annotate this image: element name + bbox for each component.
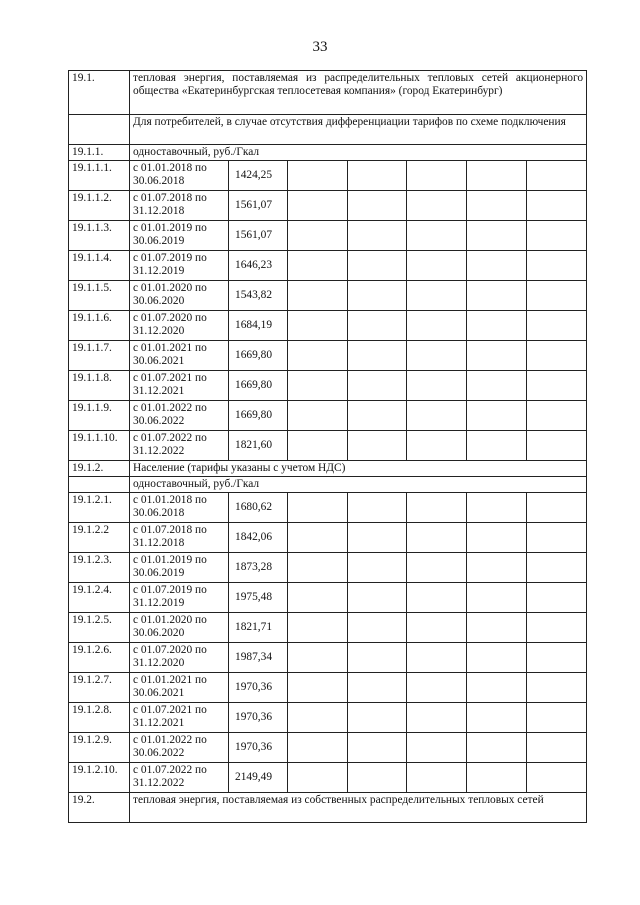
row-number: 19.1.2.6. [69, 643, 130, 673]
empty-cell [407, 643, 467, 673]
empty-cell [288, 281, 348, 311]
empty-cell [348, 673, 407, 703]
row-period: с 01.01.2021 по 30.06.2021 [130, 673, 229, 703]
empty-cell [407, 311, 467, 341]
row-number: 19.1.2.10. [69, 763, 130, 793]
empty-cell [348, 643, 407, 673]
section-row-19-2 [69, 793, 587, 823]
row-number: 19.1.2.3. [69, 553, 130, 583]
empty-cell [348, 401, 407, 431]
empty-cell [407, 583, 467, 613]
row-number: 19.1.1.4. [69, 251, 130, 281]
row-number: 19.1.2.7. [69, 673, 130, 703]
empty-cell [69, 477, 130, 493]
row-value: 1424,25 [229, 161, 288, 191]
tariff-table [68, 70, 587, 823]
empty-cell [348, 281, 407, 311]
empty-cell [348, 493, 407, 523]
empty-cell [348, 703, 407, 733]
row-value: 1873,28 [229, 553, 288, 583]
empty-cell [467, 431, 527, 461]
empty-cell [527, 221, 587, 251]
empty-cell [467, 583, 527, 613]
row-value: 1987,34 [229, 643, 288, 673]
row-value: 2149,49 [229, 763, 288, 793]
empty-cell [527, 733, 587, 763]
group-sublabel: одноставочный, руб./Гкал [130, 477, 587, 493]
group-number: 19.1.1. [69, 145, 130, 161]
empty-cell [407, 251, 467, 281]
row-period: с 01.01.2019 по 30.06.2019 [130, 221, 229, 251]
empty-cell [288, 431, 348, 461]
empty-cell [348, 523, 407, 553]
tariff-row [69, 401, 587, 431]
row-number: 19.1.2.8. [69, 703, 130, 733]
group-label: одноставочный, руб./Гкал [130, 145, 587, 161]
group-label: Население (тарифы указаны с учетом НДС) [130, 461, 587, 477]
empty-cell [288, 733, 348, 763]
row-value: 1684,19 [229, 311, 288, 341]
empty-cell [348, 553, 407, 583]
row-value: 1842,06 [229, 523, 288, 553]
row-number: 19.1.1.3. [69, 221, 130, 251]
row-number: 19.1.1.10. [69, 431, 130, 461]
row-number: 19.1.2.9. [69, 733, 130, 763]
empty-cell [467, 643, 527, 673]
tariff-row [69, 311, 587, 341]
tariff-row [69, 583, 587, 613]
section-row-19-1 [69, 71, 587, 115]
empty-cell [527, 341, 587, 371]
row-number: 19.1.2.1. [69, 493, 130, 523]
empty-cell [527, 553, 587, 583]
empty-cell [467, 401, 527, 431]
empty-cell [527, 161, 587, 191]
empty-cell [288, 703, 348, 733]
tariff-row [69, 371, 587, 401]
empty-cell [407, 733, 467, 763]
empty-cell [288, 401, 348, 431]
empty-cell [407, 281, 467, 311]
empty-cell [527, 703, 587, 733]
empty-cell [527, 371, 587, 401]
note-row [69, 115, 587, 145]
row-number: 19.1.1.6. [69, 311, 130, 341]
empty-cell [407, 763, 467, 793]
row-number: 19.1.1.9. [69, 401, 130, 431]
empty-cell [527, 583, 587, 613]
empty-cell [348, 251, 407, 281]
empty-cell [527, 643, 587, 673]
row-value: 1821,71 [229, 613, 288, 643]
row-value: 1970,36 [229, 673, 288, 703]
row-period: с 01.01.2018 по 30.06.2018 [130, 161, 229, 191]
page-number: 33 [312, 39, 328, 55]
tariff-row [69, 221, 587, 251]
empty-cell [467, 281, 527, 311]
empty-cell [467, 311, 527, 341]
empty-cell [467, 221, 527, 251]
row-number: 19.1.1.8. [69, 371, 130, 401]
section-number: 19.2. [69, 793, 130, 823]
row-value: 1543,82 [229, 281, 288, 311]
row-number: 19.1.1.2. [69, 191, 130, 221]
row-number: 19.1.2.4. [69, 583, 130, 613]
empty-cell [527, 613, 587, 643]
empty-cell [467, 161, 527, 191]
row-number: 19.1.2.5. [69, 613, 130, 643]
empty-cell [288, 583, 348, 613]
row-period: с 01.01.2022 по 30.06.2022 [130, 401, 229, 431]
row-period: с 01.07.2021 по 31.12.2021 [130, 371, 229, 401]
empty-cell [348, 161, 407, 191]
empty-cell [348, 613, 407, 643]
empty-cell [288, 763, 348, 793]
row-value: 1970,36 [229, 733, 288, 763]
section-title: тепловая энергия, поставляемая из собственных распределительных тепловых сетей [130, 793, 587, 823]
tariff-row [69, 613, 587, 643]
tariff-row [69, 161, 587, 191]
row-period: с 01.07.2020 по 31.12.2020 [130, 643, 229, 673]
empty-cell [348, 431, 407, 461]
empty-cell [348, 311, 407, 341]
empty-cell [407, 191, 467, 221]
empty-cell [527, 191, 587, 221]
tariff-row [69, 431, 587, 461]
empty-cell [467, 763, 527, 793]
tariff-row [69, 733, 587, 763]
tariff-row [69, 643, 587, 673]
empty-cell [288, 553, 348, 583]
empty-cell [467, 703, 527, 733]
row-period: с 01.07.2019 по 31.12.2019 [130, 583, 229, 613]
empty-cell [288, 613, 348, 643]
tariff-row [69, 493, 587, 523]
empty-cell [348, 191, 407, 221]
empty-cell [288, 341, 348, 371]
empty-cell [288, 221, 348, 251]
empty-cell [467, 733, 527, 763]
row-period: с 01.01.2020 по 30.06.2020 [130, 281, 229, 311]
empty-cell [288, 371, 348, 401]
row-period: с 01.07.2018 по 31.12.2018 [130, 523, 229, 553]
row-value: 1561,07 [229, 191, 288, 221]
row-value: 1970,36 [229, 703, 288, 733]
empty-cell [467, 673, 527, 703]
group-row-19-1-1 [69, 145, 587, 161]
empty-cell [288, 191, 348, 221]
row-period: с 01.01.2020 по 30.06.2020 [130, 613, 229, 643]
empty-cell [407, 673, 467, 703]
empty-cell [348, 763, 407, 793]
tariff-row [69, 523, 587, 553]
empty-cell [467, 553, 527, 583]
empty-cell [467, 191, 527, 221]
empty-cell [467, 523, 527, 553]
row-value: 1821,60 [229, 431, 288, 461]
empty-cell [288, 161, 348, 191]
empty-cell [348, 583, 407, 613]
empty-cell [407, 161, 467, 191]
empty-cell [407, 221, 467, 251]
tariff-row [69, 673, 587, 703]
section-note: Для потребителей, в случае отсутствия дифференциации тарифов по схеме подключения [130, 115, 587, 145]
empty-cell [527, 493, 587, 523]
empty-cell [407, 703, 467, 733]
empty-cell [288, 493, 348, 523]
empty-cell [467, 251, 527, 281]
empty-cell [527, 251, 587, 281]
row-period: с 01.01.2022 по 30.06.2022 [130, 733, 229, 763]
empty-cell [348, 341, 407, 371]
row-period: с 01.07.2022 по 31.12.2022 [130, 431, 229, 461]
row-period: с 01.07.2019 по 31.12.2019 [130, 251, 229, 281]
empty-cell [407, 341, 467, 371]
section-number: 19.1. [69, 71, 130, 115]
row-value: 1669,80 [229, 401, 288, 431]
row-value: 1669,80 [229, 371, 288, 401]
tariff-row [69, 763, 587, 793]
row-number: 19.1.1.1. [69, 161, 130, 191]
row-period: с 01.01.2018 по 30.06.2018 [130, 493, 229, 523]
empty-cell [348, 371, 407, 401]
tariff-row [69, 191, 587, 221]
empty-cell [288, 251, 348, 281]
row-number: 19.1.2.2 [69, 523, 130, 553]
row-number: 19.1.1.7. [69, 341, 130, 371]
empty-cell [527, 431, 587, 461]
tariff-row [69, 553, 587, 583]
empty-cell [527, 311, 587, 341]
empty-cell [288, 311, 348, 341]
group-subrow [69, 477, 587, 493]
empty-cell [407, 493, 467, 523]
empty-cell [407, 371, 467, 401]
empty-cell [527, 523, 587, 553]
empty-cell [407, 523, 467, 553]
empty-cell [288, 523, 348, 553]
empty-cell [527, 673, 587, 703]
empty-cell [527, 763, 587, 793]
empty-cell [467, 371, 527, 401]
row-period: с 01.07.2022 по 31.12.2022 [130, 763, 229, 793]
row-period: с 01.01.2019 по 30.06.2019 [130, 553, 229, 583]
row-period: с 01.07.2018 по 31.12.2018 [130, 191, 229, 221]
empty-cell [407, 553, 467, 583]
empty-cell [527, 401, 587, 431]
row-value: 1669,80 [229, 341, 288, 371]
row-value: 1680,62 [229, 493, 288, 523]
empty-cell [288, 673, 348, 703]
empty-cell [348, 733, 407, 763]
empty-cell [288, 643, 348, 673]
section-title: тепловая энергия, поставляемая из распределительных тепловых сетей акционерного общества «Екатеринбургская теплосетевая компания» (город Екатеринбург) [130, 71, 587, 115]
empty-cell [467, 493, 527, 523]
row-value: 1561,07 [229, 221, 288, 251]
row-value: 1646,23 [229, 251, 288, 281]
row-period: с 01.07.2021 по 31.12.2021 [130, 703, 229, 733]
row-period: с 01.07.2020 по 31.12.2020 [130, 311, 229, 341]
empty-cell [467, 341, 527, 371]
row-period: с 01.01.2021 по 30.06.2021 [130, 341, 229, 371]
group-number: 19.1.2. [69, 461, 130, 477]
tariff-row [69, 281, 587, 311]
empty-cell [407, 401, 467, 431]
group-row-19-1-2 [69, 461, 587, 477]
tariff-row [69, 251, 587, 281]
row-value: 1975,48 [229, 583, 288, 613]
empty-cell [527, 281, 587, 311]
tariff-row [69, 341, 587, 371]
empty-cell [467, 613, 527, 643]
empty-cell [69, 115, 130, 145]
row-number: 19.1.1.5. [69, 281, 130, 311]
empty-cell [407, 613, 467, 643]
empty-cell [348, 221, 407, 251]
tariff-row [69, 703, 587, 733]
empty-cell [407, 431, 467, 461]
